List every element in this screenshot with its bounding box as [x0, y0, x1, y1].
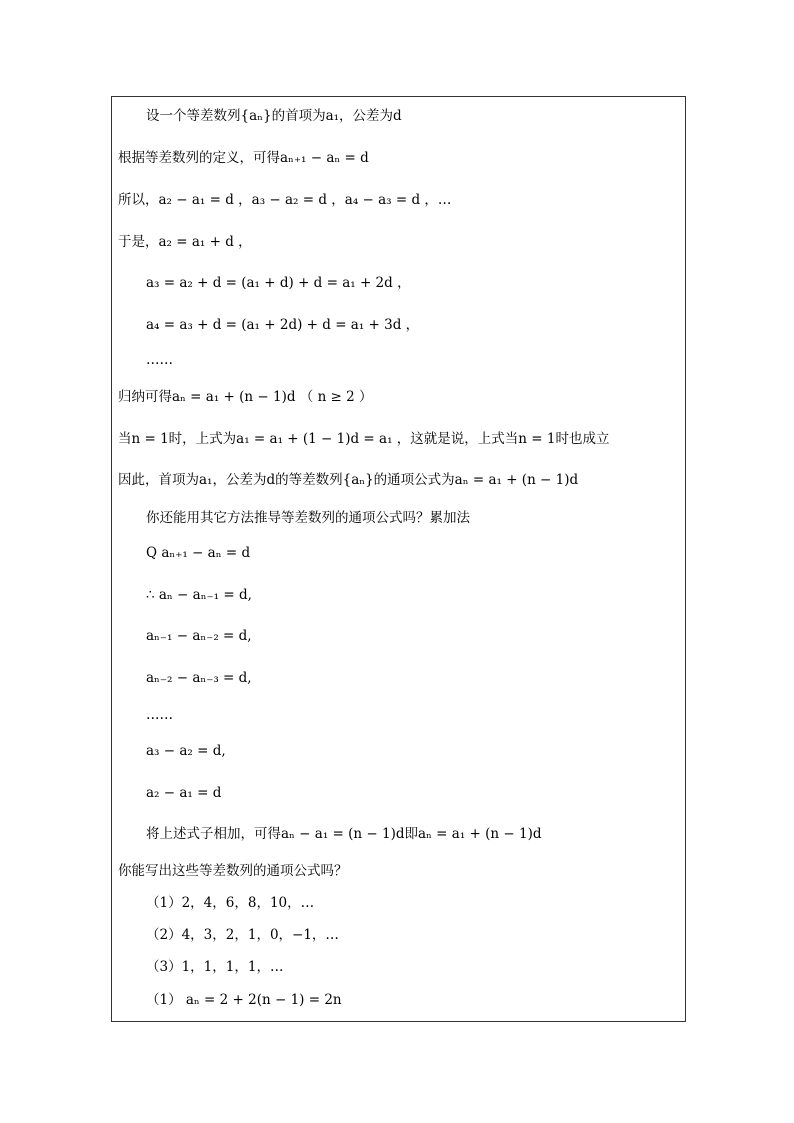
text-line-10: 因此，首项为a₁，公差为d的等差数列{aₙ}的通项公式为aₙ = a₁ + (n − 1)d	[118, 472, 579, 488]
text-line-4: 于是，a₂ = a₁ + d ，	[118, 234, 252, 250]
text-line-14: aₙ₋₁ − aₙ₋₂ = d,	[146, 628, 252, 644]
text-line-18: a₂ − a₁ = d	[146, 785, 222, 801]
text-line-24: （1） aₙ = 2 + 2(n − 1) = 2n	[146, 992, 342, 1008]
text-line-15: aₙ₋₂ − aₙ₋₃ = d,	[146, 670, 252, 686]
text-line-9: 当n = 1时，上式为a₁ = a₁ + (1 − 1)d = a₁ ，这就是说，上式当n = 1时也成立	[118, 431, 610, 447]
text-line-6: a₄ = a₃ + d = (a₁ + 2d) + d = a₁ + 3d ，	[146, 317, 420, 333]
text-line-1: 设一个等差数列{aₙ}的首项为a₁，公差为d	[146, 108, 402, 124]
text-line-16: ……	[146, 707, 173, 723]
text-line-3: 所以，a₂ − a₁ = d ，a₃ − a₂ = d ，a₄ − a₃ = d ，…	[118, 192, 452, 208]
text-line-23: （3）1，1，1，1，…	[146, 959, 284, 975]
text-line-17: a₃ − a₂ = d,	[146, 743, 226, 759]
text-line-12: Q aₙ₊₁ − aₙ = d	[146, 545, 251, 561]
text-line-7: ……	[146, 352, 173, 368]
text-line-22: （2）4，3，2，1，0，−1，…	[146, 927, 339, 943]
text-line-5: a₃ = a₂ + d = (a₁ + d) + d = a₁ + 2d ，	[146, 275, 411, 291]
text-line-20: 你能写出这些等差数列的通项公式吗？	[118, 863, 348, 879]
text-line-8: 归纳可得aₙ = a₁ + (n − 1)d （ n ≥ 2 ）	[118, 389, 373, 405]
text-line-13: ∴ aₙ − aₙ₋₁ = d,	[146, 587, 252, 603]
text-line-2: 根据等差数列的定义，可得aₙ₊₁ − aₙ = d	[118, 150, 369, 166]
text-line-11: 你还能用其它方法推导等差数列的通项公式吗？累加法	[146, 510, 470, 526]
text-line-21: （1）2，4，6，8，10，…	[146, 895, 315, 911]
text-line-19: 将上述式子相加，可得aₙ − a₁ = (n − 1)d即aₙ = a₁ + (n − 1)d	[146, 826, 542, 842]
